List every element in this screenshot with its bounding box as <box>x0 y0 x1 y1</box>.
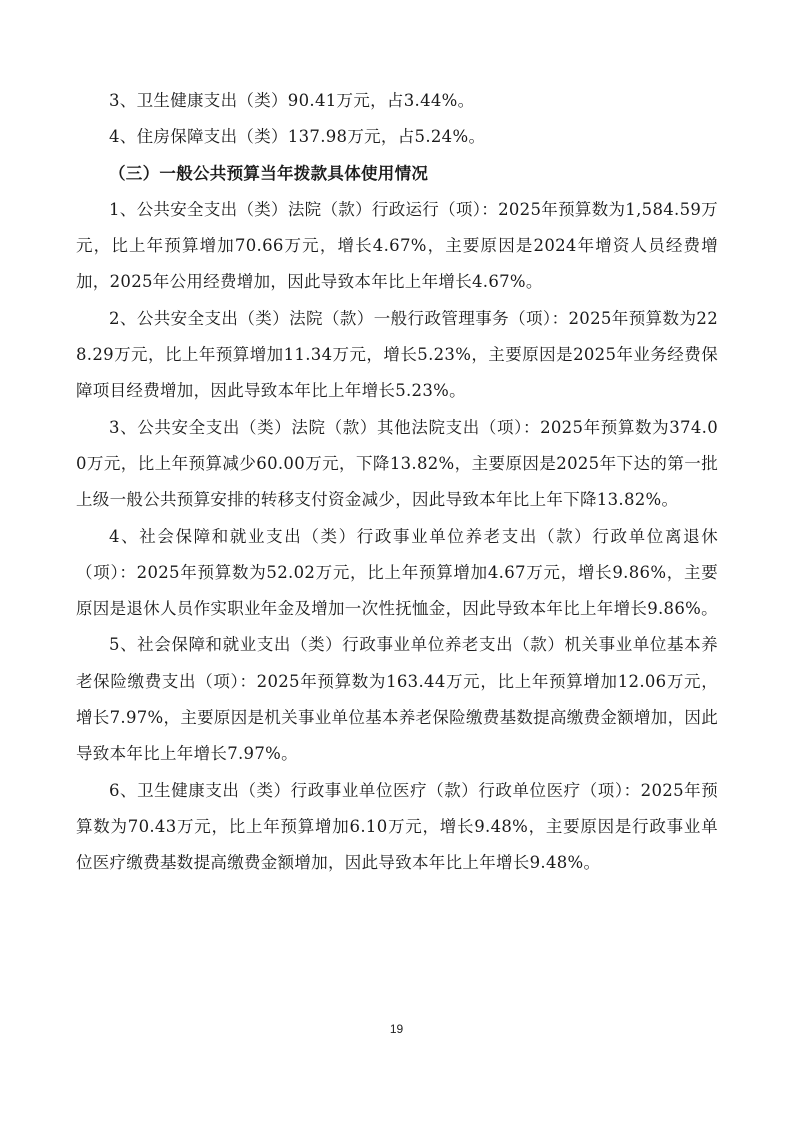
paragraph-housing-expenditure: 4、住房保障支出（类）137.98万元，占5.24%。 <box>109 127 486 147</box>
page-number: 19 <box>389 1022 404 1036</box>
paragraph-item-4: 4、社会保障和就业支出（类）行政事业单位养老支出（款）行政单位离退休（项）：2025年预算数为52.02万元，比上年预算增加4.67万元，增长9.86%，主要原因是退休人员作实职业年金及增加一次性抚恤金，因此导致本年比上年增长9.86%。 <box>76 526 718 619</box>
section-heading: （三）一般公共预算当年拨款具体使用情况 <box>109 163 429 183</box>
paragraph-item-3: 3、公共安全支出（类）法院（款）其他法院支出（项）：2025年预算数为374.00万元，比上年预算减少60.00万元，下降13.82%，主要原因是2025年下达的第一批上级一般公共预算安排的转移支付资金减少，因此导致本年比上年下降13.82%。 <box>76 417 718 510</box>
paragraph-health-expenditure: 3、卫生健康支出（类）90.41万元，占3.44%。 <box>109 91 475 110</box>
paragraph-item-2: 2、公共安全支出（类）法院（款）一般行政管理事务（项）：2025年预算数为228.29万元，比上年预算增加11.34万元，增长5.23%，主要原因是2025年业务经费保障项目经费增加，因此导致本年比上年增长5.23%。 <box>76 308 718 401</box>
paragraph-item-6: 6、卫生健康支出（类）行政事业单位医疗（款）行政单位医疗（项）：2025年预算数为70.43万元，比上年预算增加6.10万元，增长9.48%，主要原因是行政事业单位医疗缴费基数提高缴费金额增加，因此导致本年比上年增长9.48%。 <box>76 780 718 873</box>
document-body <box>76 83 718 882</box>
paragraph-item-5: 5、社会保障和就业支出（类）行政事业单位养老支出（款）机关事业单位基本养老保险缴费支出（项）：2025年预算数为163.44万元，比上年预算增加12.06万元，增长7.97%，主要原因是机关事业单位基本养老保险缴费基数提高缴费金额增加，因此导致本年比上年增长7.97%。 <box>76 635 718 764</box>
paragraph-item-1: 1、公共安全支出（类）法院（款）行政运行（项）：2025年预算数为1,584.59万元，比上年预算增加70.66万元，增长4.67%，主要原因是2024年增资人员经费增加，2025年公用经费增加，因此导致本年比上年增长4.67%。 <box>76 199 718 292</box>
